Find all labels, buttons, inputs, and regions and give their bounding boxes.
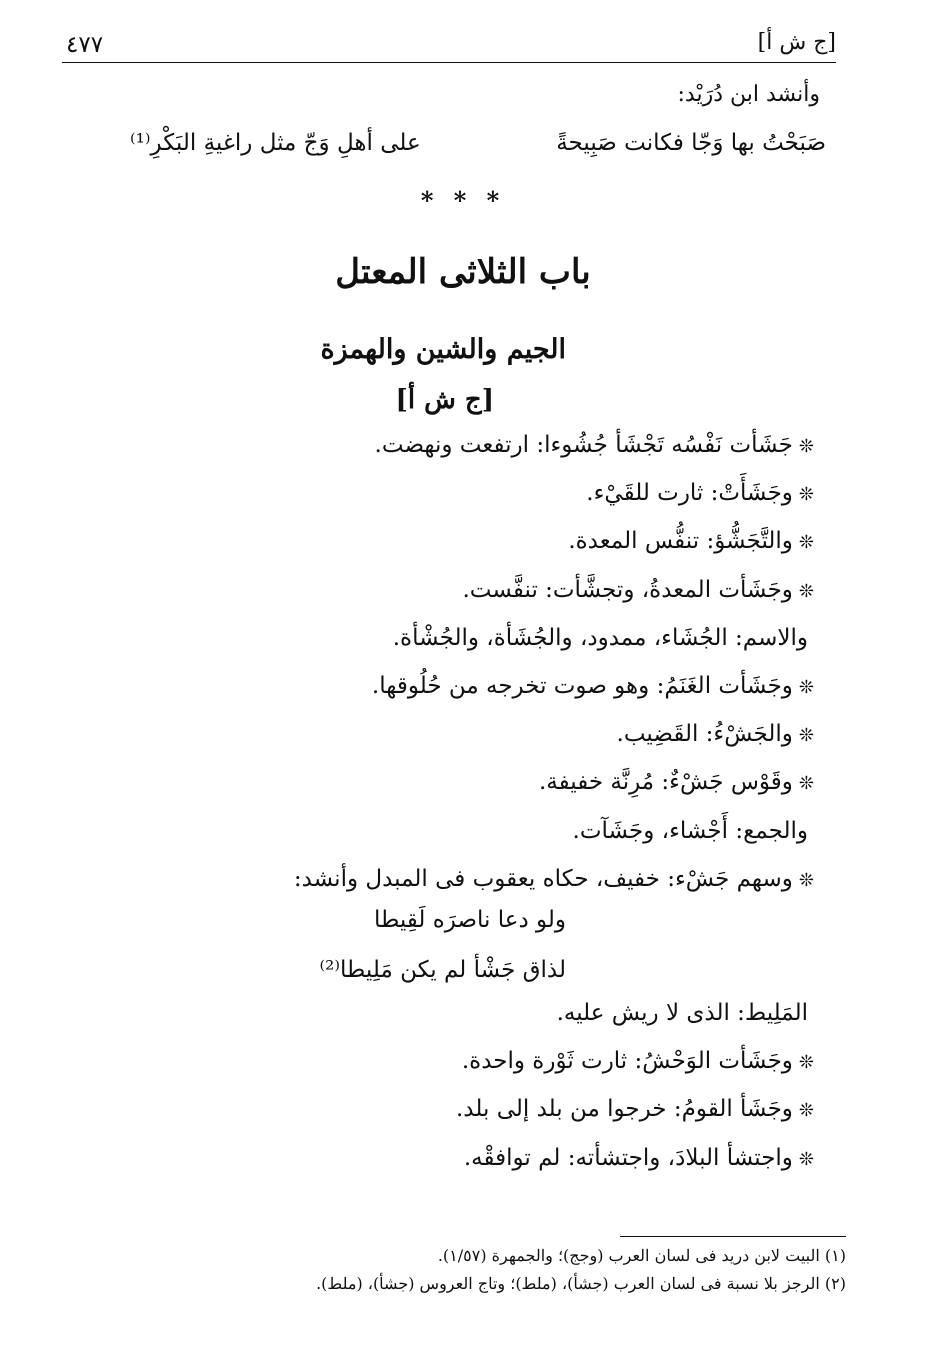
entry-text: وجَشَأ القومُ: خرجوا من بلد إلى بلد. — [456, 1096, 793, 1123]
entry — [254, 1141, 814, 1189]
entry-text: جَشَأت نَفْسُه تَجْشَأ جُشُوءا: ارتفعت ونهضت. — [374, 432, 793, 458]
entry-text: وسهم جَشْء: خفيف، حكاه يعقوب فى المبدل وأنشد: — [293, 865, 793, 892]
dictionary-entries — [254, 428, 814, 910]
asterism-icon: ❊ — [798, 725, 814, 747]
entry — [254, 524, 814, 572]
asterism-icon: ❊ — [798, 1052, 814, 1074]
asterism-icon: ❊ — [798, 580, 814, 602]
footnote-divider — [620, 1236, 846, 1237]
asterism-icon: ❊ — [798, 869, 814, 891]
header-root-tag: [ج ش أ] — [757, 30, 836, 55]
asterism-icon: ❊ — [798, 1148, 814, 1170]
footnotes — [286, 1244, 846, 1300]
page-number: ٤٧٧ — [66, 32, 104, 58]
entry — [254, 669, 814, 717]
entry-text: وجَشَأت الغَنَمُ: وهو صوت تخرجه من حُلُوقها. — [371, 672, 793, 699]
entry-text: والتَّجَشُّؤ: تنفُّس المعدة. — [568, 528, 793, 555]
poem-line: ولو دعا ناصرَه لَقِيطا — [373, 907, 566, 933]
rajaz-poem — [319, 902, 566, 1002]
entry-text: وجَشَأَتْ: ثارت للقَيْء. — [586, 480, 793, 507]
entry-text: والاسم: الجُشَاء، ممدود، والجُشَأة، والجُشْأة. — [392, 624, 808, 651]
asterism-icon: ❊ — [798, 436, 814, 457]
entry-text: والجمع: أَجْشاء، وجَشَآت. — [572, 817, 808, 844]
section-title: الجيم والشين والهمزة — [320, 334, 566, 365]
entry-text: المَلِيط: الذى لا ريش عليه. — [556, 1000, 808, 1026]
poem-line: لذاق جَشْأ لم يكن مَلِيطا⁽²⁾ — [319, 957, 566, 983]
entry — [254, 717, 814, 765]
entry — [254, 621, 814, 669]
footnote: (٢) الرجز بلا نسبة فى لسان العرب (جشأ)، (ملط)؛ وتاج العروس (جشأ)، (ملط). — [316, 1274, 846, 1293]
section-root-tag: [ج ش أ] — [395, 385, 494, 415]
verse-intro: وأنشد ابن دُرَيْد: — [677, 82, 820, 107]
second-hemistich: على أهلِ وَجّ مثل راغيةِ البَكْرِ⁽¹⁾ — [130, 130, 421, 156]
dictionary-entries-continued — [254, 996, 814, 1189]
entry — [254, 573, 814, 621]
entry-text: واجتشأ البلادَ، واجتشأته: لم توافقْه. — [463, 1144, 793, 1171]
entry-text: وجَشَأت الوَحْشُ: ثارت ثَوْرة واحدة. — [461, 1048, 793, 1075]
footnote: (١) البيت لابن دريد فى لسان العرب (وجج)؛ والجمهرة (١/٥٧). — [437, 1246, 846, 1265]
asterism-icon: ❊ — [798, 773, 814, 795]
entry — [254, 476, 814, 524]
entry-text: وقَوْس جَشْءٌ: مُرِنَّة خفيفة. — [538, 769, 793, 796]
entry — [254, 1092, 814, 1140]
asterism-icon: ❊ — [798, 484, 814, 506]
section-separator: * * * — [420, 186, 506, 215]
entry-text: وجَشَأت المعدةُ، وتجشَّأت: تنفَّست. — [462, 576, 793, 603]
asterism-icon: ❊ — [798, 532, 814, 554]
first-hemistich: صَبَحْتُ بها وَجّا فكانت صَبِيحةً — [556, 130, 826, 156]
entry — [254, 1044, 814, 1092]
chapter-title: باب الثلاثى المعتل — [335, 252, 591, 292]
entry — [254, 428, 814, 476]
asterism-icon: ❊ — [798, 676, 814, 698]
entry — [254, 996, 814, 1044]
entry — [254, 765, 814, 813]
verse-line — [120, 130, 826, 170]
entry-text: والجَشْءُ: القَضِيب. — [616, 721, 793, 748]
entry — [254, 814, 814, 862]
asterism-icon: ❊ — [798, 1100, 814, 1122]
running-header — [62, 22, 836, 63]
